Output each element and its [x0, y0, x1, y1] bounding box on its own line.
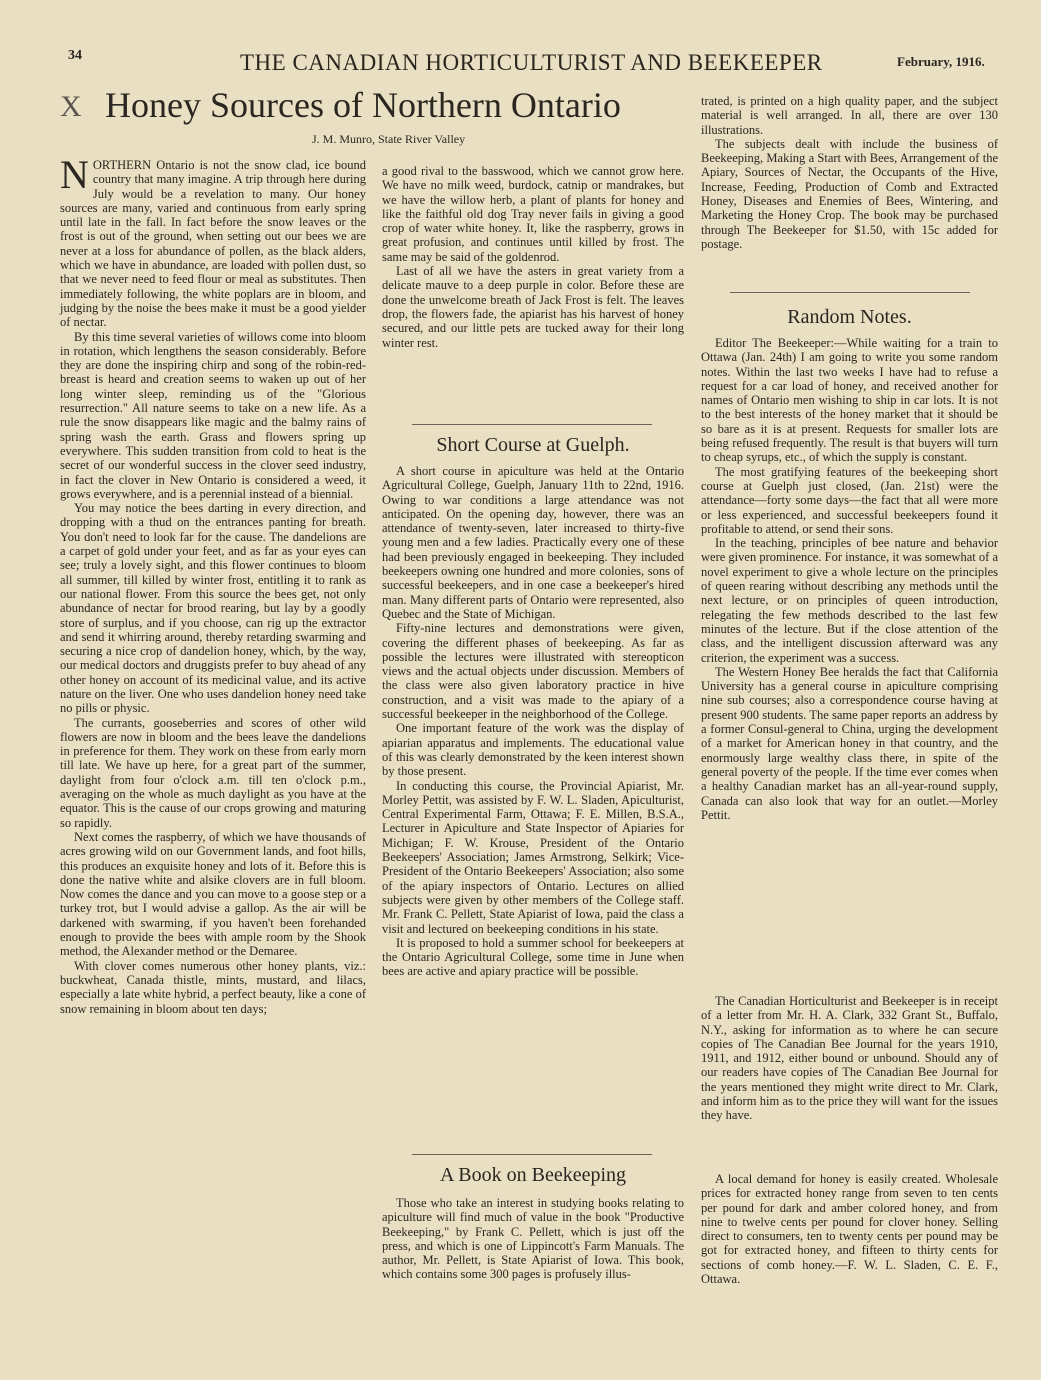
article-paragraph: The Canadian Horticulturist and Beekeeper is in receipt of a letter from Mr. H. A. Clark, 332 Grant St., Buffalo, N.Y., asking for information as to where he can secure copies of The Canadian Bee Journal for the years 1910, 1911, and 1912, either bound or unbound. Should any of our readers have copies of The Canadian Bee Journal for the years mentioned they might write direct to Mr. Clark, and inform him as to the price they will want for the issues they have.	[701, 994, 998, 1123]
article-paragraph: a good rival to the basswood, which we cannot grow here. We have no milk weed, burdock, catnip or mandrakes, but we have the willow herb, a plant of plants for honey and like the faithful old dog Tray never fails in giving a good crop of water white honey. It, like the raspberry, grows in great profusion, and continues until killed by frost. The same may be said of the goldenrod.	[382, 164, 684, 264]
section-divider	[412, 424, 652, 425]
book-body-col2	[382, 1196, 684, 1282]
article-column-2	[382, 164, 684, 350]
article-paragraph: In conducting this course, the Provincial Apiarist, Mr. Morley Pettit, was assisted by F. W. L. Sladen, Apiculturist, Central Experimental Farm, Ottawa; F. E. Millen, B.S.A., Lecturer in Apiculture and State Inspector of Apiaries for Michigan; F. W. Krouse, President of the Ontario Beekeepers' Association; James Armstrong, Selkirk; Vice-President of the Ontario Beekeepers' Association; also some of the apiary inspectors of Ontario. Lectures on allied subjects were given by other members of the College staff. Mr. Frank C. Pellett, State Apiarist of Iowa, paid the class a visit and lectured on beekeeping conditions in his state.	[382, 778, 684, 936]
article-paragraph: A local demand for honey is easily created. Wholesale prices for extracted honey range from seven to ten cents per pound for dark and amber colored honey, and from nine to twelve cents per pound for clover honey. Selling direct to consumers, ten to twenty cents per pound may be got for extracted honey, and fifteen to thirty cents for sections of comb honey.—F. W. L. Sladen, C. E. F., Ottawa.	[701, 1172, 998, 1287]
book-section-title: A Book on Beekeeping	[439, 1164, 627, 1186]
article-paragraph: With clover comes numerous other honey plants, viz.: buckwheat, Canada thistle, mints, mustard, and lilacs, especially a late white hybrid, a perfect beauty, like a cone of snow remaining in bloom about ten days;	[60, 958, 366, 1016]
article-paragraph: It is proposed to hold a summer school for beekeepers at the Ontario Agricultural College, some time in June when bees are active and apiary practice will be possible.	[382, 935, 684, 979]
article-paragraph: You may notice the bees darting in every direction, and dropping with a thud on the entrances panting for breath. You don't need to look far for the cause. The dandelions are a carpet of gold under your feet, and as far as your eyes can see; truly a lovely sight, and this flower continues to bloom all summer, till killed by winter frost, entitling it to rank as our national flower. From this source the bees get, not only abundance of nectar for brood rearing, but lay by a goodly store of surplus, and if you choose, can rig up the extractor and send it whirring around, thereby retarding swarming and securing a nice crop of dandelion honey, which, by the way, our medical doctors and druggists prefer to buy ahead of any other honey on account of its medicinal value, and its active nature on the liver. One who uses dandelion honey need take no pills or physic.	[60, 501, 366, 716]
local-demand-notice	[701, 1172, 998, 1286]
article-paragraph: A short course in apiculture was held at the Ontario Agricultural College, Guelph, January 11th to 22nd, 1916. Owing to war conditions a large attendance was not anticipated. On the opening day, however, there was an attendance of twenty-seven, later increased to thirty-five young men and a few ladies. Practically every one of these had been previously engaged in beekeeping. They included beekeepers owning one hundred and more colonies, sons of successful beekeepers, and in one case a beekeeper's hired man. Many different parts of Ontario were represented, also Quebec and the State of Michigan.	[382, 464, 684, 621]
article-paragraph: Last of all we have the asters in great variety from a delicate mauve to a deep purple in color. Before these are done the unwelcome breath of Jack Frost is felt. The leaves drop, the flowers fade, the apiarist has his harvest of honey secured, and our little pets are tucked away for their long winter rest.	[382, 264, 684, 350]
book-body-col3	[701, 94, 998, 251]
random-notes-body	[701, 336, 998, 822]
article-paragraph: Editor The Beekeeper:—While waiting for a train to Ottawa (Jan. 24th) I am going to write you some random notes. Within the last two weeks I have had to refuse a request for a car load of honey, and received another for names of Ontario men wishing to ship in car lots. It is not to the best interests of the honey market that it should be so bare as it is at present. Requests for smaller lots are being refused frequently. The result is that buyers will turn to cheap syrups, etc., of which the supply is constant.	[701, 336, 998, 465]
article-paragraph: Those who take an interest in studying books relating to apiculture will find much of value in the book "Productive Beekeeping," by Frank C. Pellett, which is just off the press, and which is one of Lippincott's Farm Manuals. The author, Mr. Pellett, is State Apiarist of Iowa. This book, which contains some 300 pages is profusely illus-	[382, 1196, 684, 1282]
section-divider	[412, 1154, 652, 1155]
running-title: THE CANADIAN HORTICULTURIST AND BEEKEEPER	[240, 50, 823, 75]
article-paragraph: In the teaching, principles of bee nature and behavior were given prominence. For instance, it was somewhat of a novel experiment to give a whole lecture on the principles of queen rearing without describing any methods until the next lecture, or on principles of queen introduction, relegating the few methods described to the last few minutes of the lecture. But if the close attention of the class, and the intelligent discussion afterward was any criterion, the experiment was a success.	[701, 536, 998, 665]
article-paragraph: trated, is printed on a high quality paper, and the subject material is well arranged. In all, there are over 130 illustrations.	[701, 94, 998, 137]
handwritten-mark: X	[60, 90, 82, 123]
article-paragraph: Next comes the raspberry, of which we have thousands of acres growing wild on our Government lands, and foot hills, this produces an exquisite honey and lots of it. Before this is done the native white and alsike clovers are in full bloom. Now comes the dance and you can move to a goose step or a turkey trot, but I would advise a gallop. As the air will be darkened with swarming, if you haven't been forehanded enough to provide the bees with ample room by the Shook method, the Alexander method or the Demaree.	[60, 829, 366, 959]
issue-date: February, 1916.	[897, 54, 985, 69]
article-paragraph: The most gratifying features of the beekeeping short course at Guelph just closed, (Jan. 21st) were the attendance—forty some days—the fact that all were more or less experienced, and successful beekeepers found it profitable to attend, or send their sons.	[701, 464, 998, 536]
article-paragraph: Fifty-nine lectures and demonstrations were given, covering the different phases of beekeeping. As far as possible the lectures were illustrated with stereopticon views and the actual objects under discussion. Members of the class were also given laboratory practice in hive construction, and a visit was made to the apiary of a successful beekeeper in the neighborhood of the College.	[382, 621, 684, 722]
short-course-body	[382, 464, 684, 979]
article-paragraph: By this time several varieties of willows come into bloom in rotation, which lengthens the season considerably. Before they are done the inspiring chirp and song of the robin-red-breast is heard and creation seems to waken up out of her long winter sleep, reminding us of the "Glorious resurrection." All nature seems to take on a new life. As a rule the snow disappears like magic and the balmy rains of spring wash the earth. Grass and flowers spring up everywhere. This sudden transition from cold to heat is the secret of our wonderful success in the clover seed industry, in fact the clover in New Ontario is considered a weed, it grows everywhere, and is a perennial instead of a biennial.	[60, 329, 366, 501]
article-column-1	[60, 152, 366, 1016]
article-paragraph: The currants, gooseberries and scores of other wild flowers are now in bloom and the bees leave the dandelions in preference for them. They work on these from early morn till late. We have up here, for a great part of the summer, daylight from four o'clock a.m. till ten o'clock p.m., averaging on the whole as much daylight as you have at the equator. This is the cause of our crops growing and maturing so rapidly.	[60, 715, 366, 830]
clark-notice	[701, 994, 998, 1123]
article-paragraph: The subjects dealt with include the business of Beekeeping, Making a Start with Bees, Arrangement of the Apiary, Sources of Nectar, the Occupants of the Hive, Increase, Feeding, Production of Comb and Extracted Honey, Diseases and Enemies of Bees, Wintering, and Marketing the Honey Crop. The book may be purchased through The Beekeeper for $1.50, with 15c added for postage.	[701, 136, 998, 251]
section-divider	[730, 292, 970, 293]
article-byline: J. M. Munro, State River Valley	[312, 132, 466, 146]
article-paragraph: One important feature of the work was the display of apiarian apparatus and implements. The educational value of this was clearly demonstrated by the keen interest shown by those present.	[382, 721, 684, 779]
article-paragraph: The Western Honey Bee heralds the fact that California University has a general course in apiculture comprising nine sub courses; also a correspondence course having at present 900 students. The same paper reports an address by a former Consul-general to China, urging the development of a market for American honey in that country, and the enormously large wealthy class there, in spite of the general poverty of the people. If the time ever comes when a healthy Canadian market has an all-year-round supply, Canada can also look that way for an outlet.—Morley Pettit.	[701, 664, 998, 822]
page-number: 34	[68, 48, 82, 63]
short-course-title: Short Course at Guelph.	[436, 434, 630, 456]
article-paragraph: NORTHERN Ontario is not the snow clad, ice bound country that many imagine. A trip through here during July would be a revelation to many. Our honey sources are many, varied and continuous from early spring until late in the fall. In fact before the snow leaves or the frost is out of the ground, when setting out our bees we are never at a loss for abundance of pollen, as the black alders, which we have in abundance, are loaded with pollen dust, so that we never need to feed flour or meal as substitutes. Then immediately following, the white poplars are in bloom, and judging by the noise the bees make it must be a good yielder of nectar.	[60, 152, 366, 330]
random-notes-title: Random Notes.	[787, 306, 912, 328]
article-title: Honey Sources of Northern Ontario	[105, 85, 621, 125]
drop-cap: N	[60, 152, 89, 197]
